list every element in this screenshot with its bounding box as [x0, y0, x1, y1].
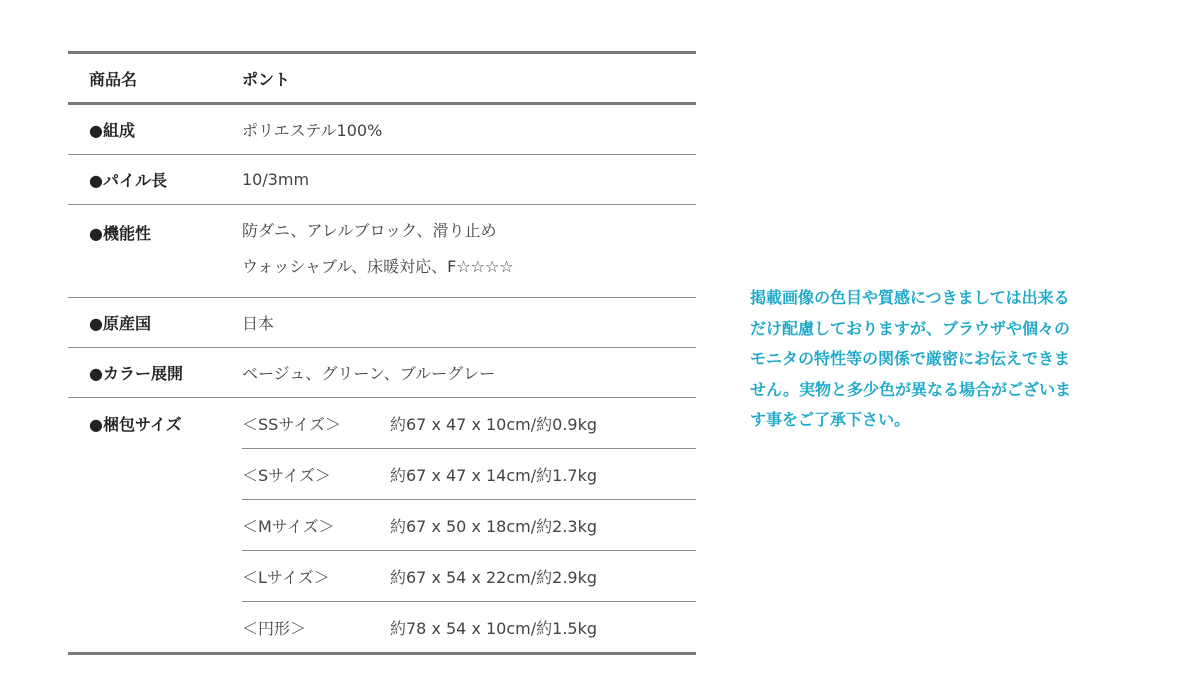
product-name: ポント	[242, 69, 291, 89]
spec-value: ポリエステル100%	[242, 121, 383, 140]
packaging-size: ＜円形＞	[242, 618, 307, 638]
packaging-size: ＜Lサイズ＞	[242, 567, 330, 587]
packaging-item	[242, 500, 696, 551]
product-spec-table	[68, 51, 696, 655]
note-line: せん。実物と多少色が異なる場合がございま	[750, 379, 1071, 399]
color-disclaimer-note	[750, 283, 1142, 436]
spec-label: ●パイル長	[89, 171, 167, 190]
packaging-dims: 約78 x 54 x 10cm/約1.5kg	[390, 618, 598, 638]
spec-value: 10/3mm	[242, 170, 310, 189]
spec-label: ●原産国	[89, 314, 151, 333]
packaging-dims: 約67 x 47 x 14cm/約1.7kg	[390, 465, 598, 485]
packaging-list	[242, 398, 696, 652]
spec-row-packaging	[68, 398, 696, 652]
packaging-item	[242, 398, 696, 449]
spec-label: ●組成	[89, 121, 135, 140]
packaging-item	[242, 449, 696, 500]
spec-value-line: 防ダニ、アレルブロック、滑り止め	[242, 221, 497, 240]
spec-row-colors	[68, 348, 696, 398]
note-line: モニタの特性等の関係で厳密にお伝えできま	[750, 349, 1071, 368]
packaging-size: ＜Sサイズ＞	[242, 465, 331, 485]
note-line: 掲載画像の色目や質感につきましては出来る	[750, 288, 1070, 307]
spec-row-composition	[68, 105, 696, 155]
packaging-dims: 約67 x 47 x 10cm/約0.9kg	[390, 414, 598, 434]
spec-row-pile-length	[68, 155, 696, 205]
packaging-dims: 約67 x 54 x 22cm/約2.9kg	[390, 567, 598, 587]
spec-value: 日本	[242, 314, 275, 333]
spec-label: ●機能性	[89, 224, 151, 243]
spec-header-row	[68, 54, 696, 105]
spec-value	[242, 219, 696, 285]
note-line: だけ配慮しておりますが、ブラウザや個々の	[750, 318, 1071, 338]
spec-value: ベージュ、グリーン、ブルーグレー	[242, 364, 496, 383]
packaging-dims: 約67 x 50 x 18cm/約2.3kg	[390, 516, 598, 536]
spec-label: ●梱包サイズ	[89, 415, 182, 434]
spec-label: ●カラー展開	[89, 364, 183, 383]
spec-row-origin	[68, 298, 696, 348]
packaging-size: ＜Mサイズ＞	[242, 516, 335, 536]
spec-value-line: ウォッシャブル、床暖対応、F☆☆☆☆	[242, 257, 514, 276]
note-line: す事をご了承下さい。	[750, 410, 911, 429]
packaging-item	[242, 602, 696, 652]
packaging-size: ＜SSサイズ＞	[242, 414, 342, 434]
spec-row-features	[68, 205, 696, 298]
spec-header-label: 商品名	[89, 69, 138, 89]
packaging-item	[242, 551, 696, 602]
